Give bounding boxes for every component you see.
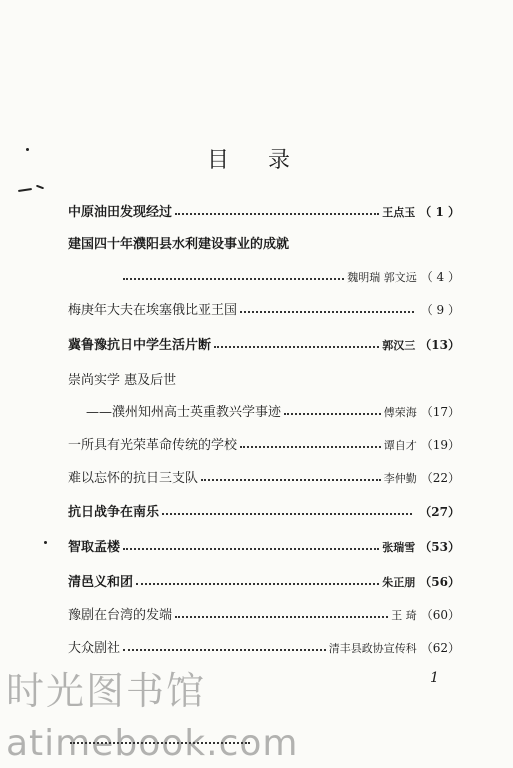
entry-title: 崇尚实学 惠及后世 <box>68 373 177 388</box>
leader-dots <box>214 345 379 348</box>
toc-entry <box>68 298 460 318</box>
bottom-dotted-rule <box>70 742 250 744</box>
entry-page: （19） <box>420 438 460 452</box>
scan-speck <box>18 188 32 192</box>
toc-entry <box>68 603 460 623</box>
leader-dots <box>123 277 344 280</box>
entry-page: （56） <box>419 575 460 589</box>
toc-entry <box>68 636 460 656</box>
toc-entry <box>68 333 460 353</box>
watermark-line2: atimebook.com <box>6 723 299 764</box>
entry-title: 建国四十年濮阳县水利建设事业的成就 <box>68 237 290 252</box>
toc-entry <box>68 570 460 590</box>
leader-dots <box>136 582 379 585</box>
entry-author: 魏明瑞 郭文远 <box>347 271 417 284</box>
entry-page: （ 9 ） <box>420 303 460 317</box>
entry-title: 豫剧在台湾的发端 <box>68 608 173 623</box>
leader-dots <box>175 212 379 215</box>
entry-author: 朱正朋 <box>382 576 416 589</box>
entry-title: 冀鲁豫抗日中学生活片断 <box>68 338 212 353</box>
entry-author: 傅荣海 <box>383 406 417 419</box>
entry-author: 谭自才 <box>383 439 417 452</box>
leader-dots <box>123 648 326 651</box>
entry-page: （53） <box>419 540 460 554</box>
toc-entry <box>68 500 460 520</box>
entry-title: 梅庚年大夫在埃塞俄比亚王国 <box>68 303 238 318</box>
leader-dots <box>201 478 381 481</box>
entry-title: 清邑义和团 <box>68 575 134 590</box>
entry-author: 张瑞雪 <box>382 541 416 554</box>
leader-dots <box>123 547 379 550</box>
toc-entry <box>68 535 460 555</box>
toc-entry <box>68 200 460 220</box>
entry-page: （ 4 ） <box>420 270 460 284</box>
toc-entry <box>68 232 460 252</box>
entry-title: 一所具有光荣革命传统的学校 <box>68 438 238 453</box>
entry-page: （27） <box>419 505 460 519</box>
entry-page: （62） <box>420 641 460 655</box>
leader-dots <box>284 412 381 415</box>
entry-title: ——濮州知州高士英重教兴学事迹 <box>86 405 282 420</box>
watermark <box>6 660 298 764</box>
entry-page: （60） <box>420 608 460 622</box>
entry-title: 难以忘怀的抗日三支队 <box>68 471 199 486</box>
watermark-line1: 时光图书馆 <box>6 669 207 713</box>
leader-dots <box>240 310 414 313</box>
toc-entry <box>68 368 460 388</box>
entry-title: 抗日战争在南乐 <box>68 505 160 520</box>
entry-author: 李仲勤 <box>383 472 417 485</box>
leader-dots <box>240 445 381 448</box>
entry-author: 郭汉三 <box>382 339 416 352</box>
scan-speck <box>36 185 44 190</box>
toc-title: 目 录 <box>207 148 306 173</box>
entry-author: 王点玉 <box>382 206 416 219</box>
toc-entry <box>68 466 460 486</box>
leader-dots <box>162 512 412 515</box>
scan-speck <box>44 541 47 544</box>
toc-entry <box>120 265 460 285</box>
entry-page: （17） <box>420 405 460 419</box>
leader-dots <box>175 615 388 618</box>
page-number: 1 <box>430 670 439 686</box>
entry-page: （22） <box>420 471 460 485</box>
entry-author: 清丰县政协宣传科 <box>328 642 417 655</box>
entry-title: 中原油田发现经过 <box>68 205 173 220</box>
toc-entry <box>68 433 460 453</box>
entry-page: （13） <box>419 338 460 352</box>
entry-author: 王 琦 <box>391 609 417 622</box>
toc-entry <box>86 400 460 420</box>
entry-title: 大众剧社 <box>68 641 121 656</box>
entry-title: 智取孟楼 <box>68 540 121 555</box>
entry-page: （ 1 ） <box>419 205 460 219</box>
